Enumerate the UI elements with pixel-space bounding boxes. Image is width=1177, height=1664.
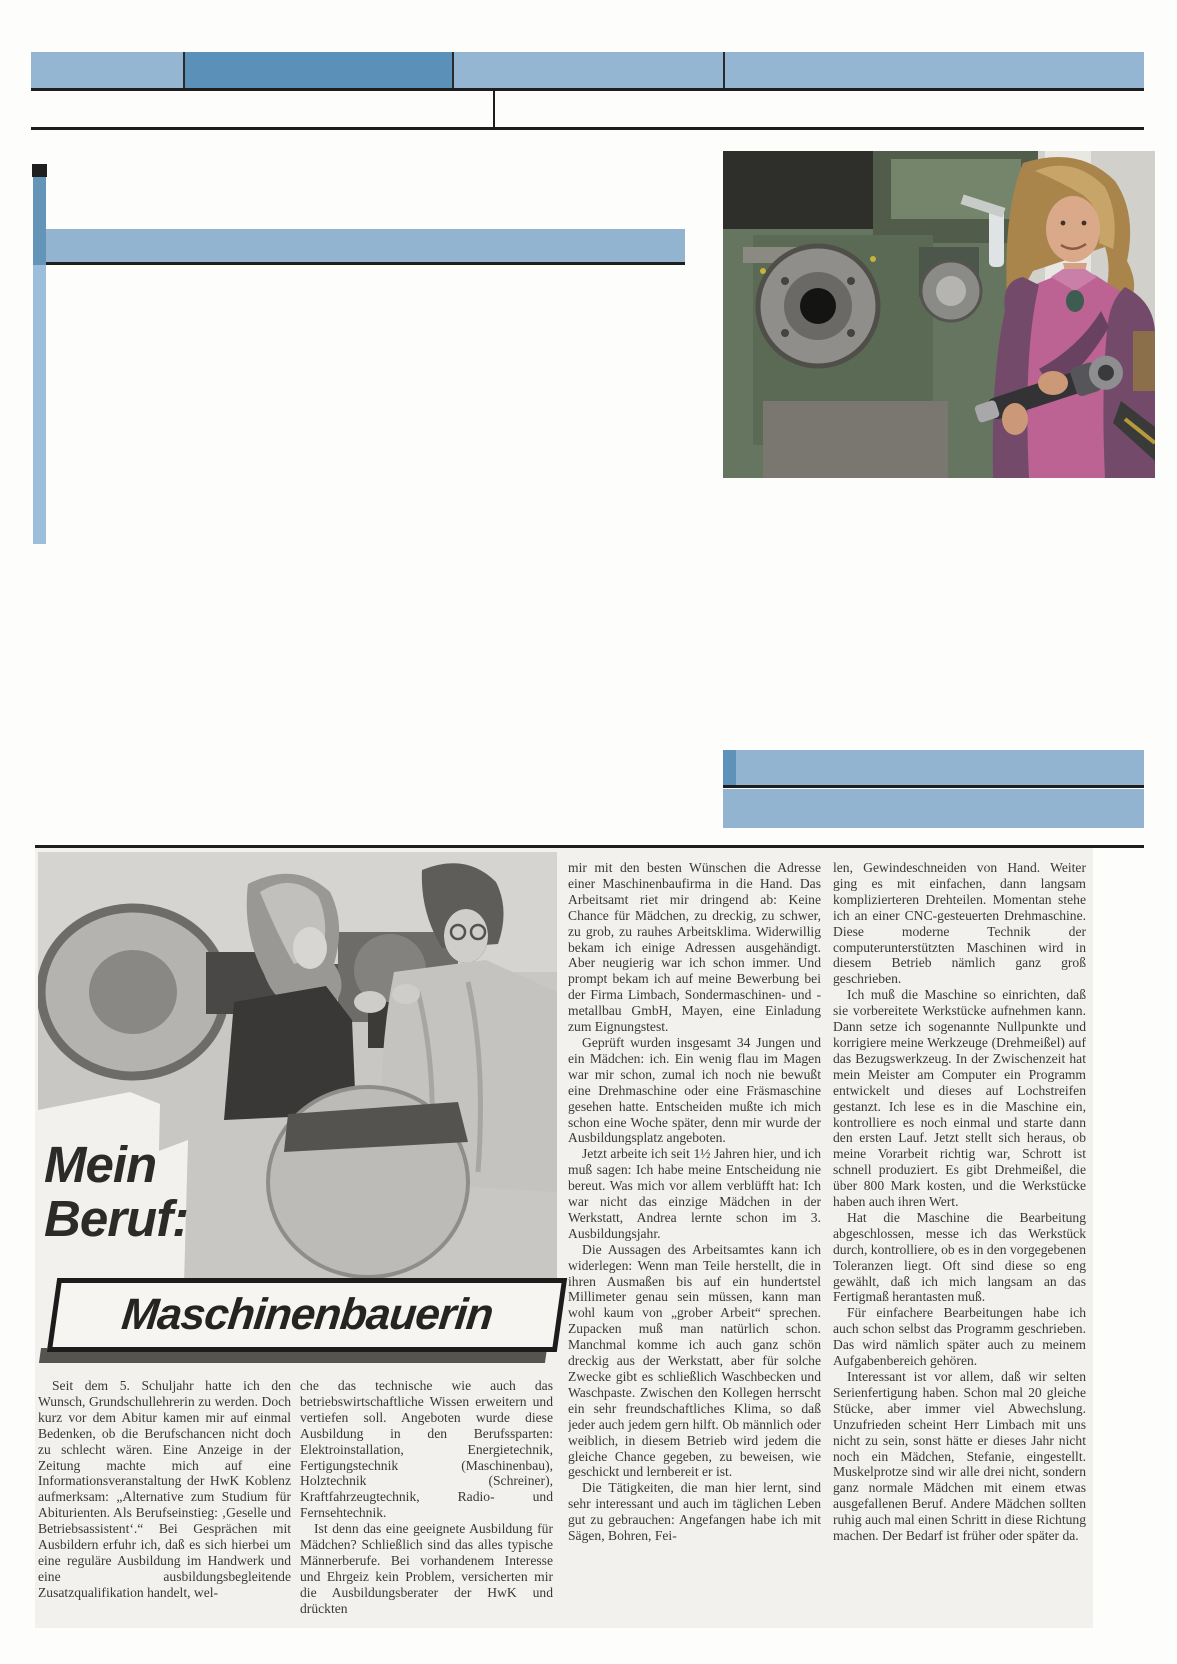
right-section-bar-1-rule	[723, 785, 1144, 788]
headline-line-1: Mein	[44, 1136, 157, 1193]
header-tab-1	[31, 52, 184, 88]
article-column-4	[833, 860, 1086, 1622]
header-tab-2-active	[184, 52, 453, 88]
article-paragraph: mir mit den besten Wünschen die Adresse einer Maschinenbaufirma in die Hand. Das Arbeitsamt riet mir dringend ab: Keine Chance für Mädchen, zu dreckig, zu schwer, zu grob, zu rauhes Arbeitsklima. Widerwillig bekam ich einige Adressen ausgehändigt. Aber neugierig war ich schon immer. Und prompt bekam ich auf meine Bewerbung bei der Firma Limbach, Sondermaschinen- und -metallbau GmbH, Mayen, eine Einladung zum Eignungstest.	[568, 860, 821, 1035]
article-paragraph: Die Aussagen des Arbeitsamtes kann ich widerlegen: Wenn man Teile herstellt, die in ihren Ausmaßen bis auf ein hundertstel Millimeter genau sein müssen, kann man wohl kaum von „grober Arbeit“ sprechen. Zupacken muß man natürlich schon. Manchmal komme ich auch ganz schön dreckig aus der Werkstatt, aber für solche Zwecke gibt es schließlich Waschbecken und Waschpaste. Zwischen den Kollegen herrscht ein sehr freundschaftliches Klima, so daß jeder auch jedem gern hilft. Ob männlich oder weiblich, in diesem Betrieb wird jedem die gleiche Chance gegeben, zu beweisen, wie geschickt und lernbereit er ist.	[568, 1241, 821, 1480]
article-paragraph: len, Gewindeschneiden von Hand. Weiter ging es mit einfachen, dann langsam komplizierteren Drehteilen. Momentan stehe ich an einer CNC-gesteuerten Drehmaschine. Diese moderne Technik der computerunterstützten Maschinen wird in diesem Betrieb nämlich ganz groß geschrieben.	[833, 860, 1086, 987]
headline-box	[47, 1278, 567, 1352]
header-tab-4	[724, 52, 1144, 88]
right-section-bar-2	[723, 789, 1144, 828]
article-paragraph: Interessant ist vor allem, daß wir selten Serienfertigung haben. Schon mal 20 gleiche Stücke, aber immer viel Abwechslung. Unzufrieden scheint Herr Limbach mit uns nicht zu sein, sonst hätte er dieses Jahr nicht noch ein Mädchen, Stefanie, eingestellt. Muskelprotze sind wir alle drei nicht, sondern ganz normale Mädchen mit einem etwas ausgefallenen Beruf. Andere Mädchen sollten ruhig auch mal einen Schritt in diese Richtung machen. Der Bedarf ist früher oder später da.	[833, 1369, 1086, 1544]
header-tab-divider	[723, 52, 725, 91]
headline-line-2: Beruf:	[44, 1190, 189, 1247]
page-marker-square	[32, 164, 47, 177]
article-paragraph: Jetzt arbeite ich seit 1½ Jahren hier, und ich muß sagen: Ich habe meine Entscheidung nie bereut. Was mich vor allem verblüfft hat: Ich war nicht das einzige Mädchen in der Werkstatt, Andrea lernte schon im 3. Ausbildungsjahr.	[568, 1146, 821, 1241]
article-paragraph: Für einfachere Bearbeitungen habe ich auch schon selbst das Programm geschrieben. Das wird nämlich später auch zu meinem Aufgabenbereich gehören.	[833, 1305, 1086, 1369]
article-paragraph: Die Tätigkeiten, die man hier lernt, sind sehr interessant und auch im täglichen Leben gut zu gebrauchen: Angefangen habe ich mit Sägen, Bohren, Fei-	[568, 1480, 821, 1544]
headline-boxed-title: Maschinenbauerin	[119, 1290, 495, 1339]
left-vertical-bar-top	[33, 177, 46, 265]
right-section-bar-1	[723, 750, 1144, 785]
article-column-2	[300, 1378, 553, 1620]
headline-mein-beruf	[44, 1138, 188, 1246]
machine-operator-photo-illustration	[723, 151, 1155, 478]
header-tab-3	[453, 52, 724, 88]
article-paragraph: Ist denn das eine geeignete Ausbildung für Mädchen? Schließlich sind das alles typische Männerberufe. Bei vorhandenem Interesse und Ehrgeiz kein Problem, versicherten mir die Ausbildungsberater der HwK und drückten	[300, 1521, 553, 1616]
left-vertical-bar-bottom	[33, 265, 46, 544]
article-column-3	[568, 860, 821, 1622]
machine-operator-photo	[723, 151, 1155, 478]
article-paragraph: Geprüft wurden insgesamt 34 Jungen und ein Mädchen: ich. Ein wenig flau im Magen war mir schon, zumal ich noch nie bewußt eine Drehmaschine oder eine Fräsmaschine gesehen hatte. Entscheiden mußte ich mich schon eine Woche später, denn mir wurde der Ausbildungsplatz angeboten.	[568, 1034, 821, 1146]
article-paragraph: Hat die Maschine die Bearbeitung abgeschlossen, messe ich das Werkstück durch, kontrolliere, ob es in den vorgegebenen Toleranzen liegt. Oft sind diese so eng gewählt, daß ich mich langsam an das Fertigmaß herantasten muß.	[833, 1209, 1086, 1305]
header-tab-divider	[183, 52, 185, 91]
article-column-1	[38, 1378, 291, 1620]
header-rule-top	[31, 88, 1144, 91]
article-top-rule	[35, 845, 1144, 848]
article-paragraph: che das technische wie auch das betriebswirtschaftliche Wissen erweitern und vertiefen soll. Angeboten wurde diese Ausbildung in den Berufssparten: Elektroinstallation, Energietechnik, Fertigungstechnik (Maschinenbau), Holztechnik (Schreiner), Kraftfahrzeugtechnik, Radio- und Fernsehtechnik.	[300, 1378, 553, 1521]
left-section-bar	[33, 229, 685, 262]
article-paragraph: Seit dem 5. Schuljahr hatte ich den Wunsch, Grundschullehrerin zu werden. Doch kurz vor dem Abitur kamen mir auf einmal Bedenken, ob die Berufschancen nicht doch zu schlecht wären. Eine Anzeige in der Zeitung machte mich auf eine Informationsveranstaltung der HwK Koblenz aufmerksam: „Alternative zum Studium für Abiturienten. Als Berufseinstieg: ‚Geselle und Betriebsassistent‘.“ Bei Gesprächen mit Ausbildern erfuhr ich, daß es sich hierbei um eine reguläre Ausbildung im Handwerk und eine ausbildungsbegleitende Zusatzqualifikation handelt, wel-	[38, 1378, 291, 1600]
right-section-bar-1-accent	[723, 750, 736, 785]
header-tab-divider	[452, 52, 454, 91]
left-section-bar-rule	[33, 262, 685, 265]
header-rule-bottom	[31, 127, 1144, 130]
article-paragraph: Ich muß die Maschine so einrichten, daß sie vorbereitete Werkstücke aufnehmen kann. Dann setze ich sogenannte Nullpunkte und korrigiere meine Werkzeuge (Drehmeißel) auf das Bezugswerkzeug. In der Zwischenzeit hat mein Meister am Computer ein Programm entwickelt und dieses auf Lochstreifen gestanzt. Ich lese es in die Maschine ein, kontrolliere es noch einmal und starte dann den ersten Lauf. Jetzt stellt sich heraus, ob meine Vorarbeit richtig war, Schrott ist schnell produziert. Es gibt Drehmeißel, die über 800 Mark kosten, und die Werkstücke haben auch ihren Wert.	[833, 987, 1086, 1210]
header-divider-vertical	[493, 91, 495, 127]
